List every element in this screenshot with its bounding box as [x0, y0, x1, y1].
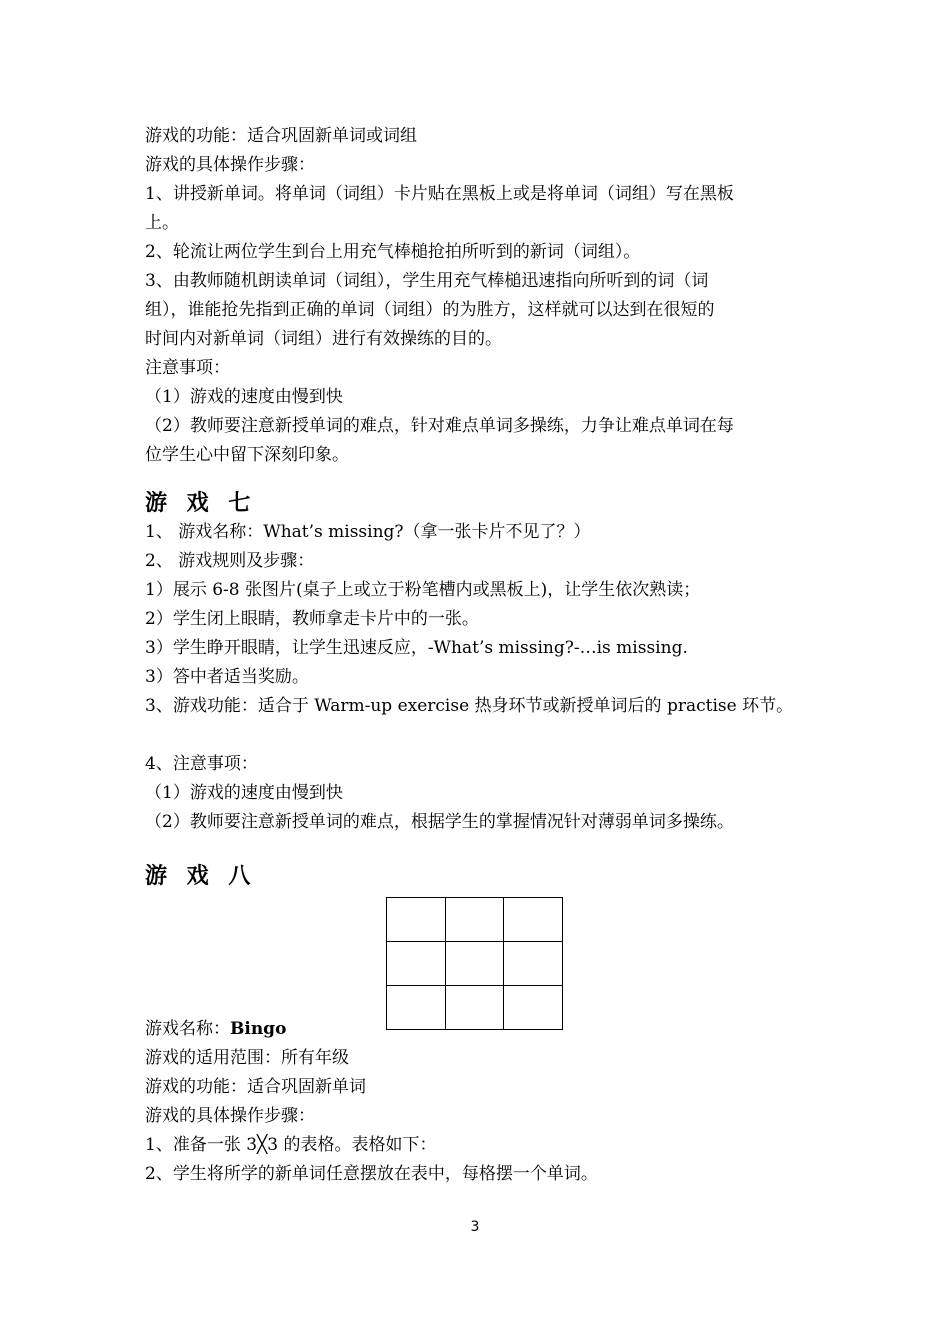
grid-cell	[387, 942, 446, 986]
text-line: 注意事项：	[145, 358, 230, 378]
game-seven-heading: 游 戏 七	[145, 490, 257, 516]
grid-cell	[504, 898, 563, 942]
text-line: 位学生心中留下深刻印象。	[145, 445, 349, 465]
bingo-grid	[386, 897, 563, 1030]
text-line: 3）学生睁开眼睛，让学生迅速反应，-What’s missing?-…is missing.	[145, 638, 688, 658]
text-line: 4、注意事项：	[145, 754, 258, 774]
text-line: 2、学生将所学的新单词任意摆放在表中，每格摆一个单词。	[145, 1164, 598, 1184]
grid-cell	[504, 986, 563, 1030]
grid-cell	[446, 986, 505, 1030]
text-line: 2）学生闭上眼睛，教师拿走卡片中的一张。	[145, 609, 479, 629]
grid-cell	[387, 898, 446, 942]
text-line: 游戏的具体操作步骤：	[145, 1106, 315, 1126]
text-line: 游戏的功能：适合巩固新单词或词组	[145, 126, 417, 146]
grid-cell	[446, 898, 505, 942]
text-line: 游戏的功能：适合巩固新单词	[145, 1077, 366, 1097]
text-line: 1）展示 6-8 张图片(桌子上或立于粉笔槽内或黑板上)，让学生依次熟读；	[145, 580, 701, 600]
text-line: 上。	[145, 213, 179, 233]
grid-cell	[446, 942, 505, 986]
text-line: 3、由教师随机朗读单词（词组），学生用充气棒槌迅速指向所听到的词（词	[145, 271, 709, 291]
page-number: 3	[470, 1219, 480, 1235]
text-line: （1）游戏的速度由慢到快	[145, 783, 343, 803]
game-seven-section	[145, 488, 815, 837]
text-line: 1、 游戏名称：What’s missing?（拿一张卡片不见了？）	[145, 522, 591, 542]
text-line: 游戏的适用范围：所有年级	[145, 1048, 349, 1068]
text-line: （2）教师要注意新授单词的难点，针对难点单词多操练，力争让难点单词在每	[145, 416, 734, 436]
text-line: 1、讲授新单词。将单词（词组）卡片贴在黑板上或是将单词（词组）写在黑板	[145, 184, 734, 204]
section-a	[145, 122, 815, 470]
text-line: （2）教师要注意新授单词的难点，根据学生的掌握情况针对薄弱单词多操练。	[145, 812, 734, 832]
text-line: 2、 游戏规则及步骤：	[145, 551, 315, 571]
grid-cell	[387, 986, 446, 1030]
text-line: 2、轮流让两位学生到台上用充气棒槌抢拍所听到的新词（词组）。	[145, 242, 641, 262]
text-line: 1、准备一张 3╳3 的表格。表格如下：	[145, 1135, 437, 1155]
text-line: 组），谁能抢先指到正确的单词（词组）的为胜方，这样就可以达到在很短的	[145, 300, 715, 320]
text-line: 游戏的具体操作步骤：	[145, 155, 315, 175]
text-line: （1）游戏的速度由慢到快	[145, 387, 343, 407]
blank-line	[145, 721, 815, 750]
game-name-label: 游戏名称：	[145, 1019, 230, 1039]
text-line: 3）答中者适当奖励。	[145, 667, 309, 687]
game-name-value: Bingo	[230, 1019, 287, 1039]
text-line: 3、游戏功能：适合于 Warm-up exercise 热身环节或新授单词后的 practise 环节。	[145, 696, 794, 716]
grid-cell	[504, 942, 563, 986]
text-line: 时间内对新单词（词组）进行有效操练的目的。	[145, 329, 502, 349]
game-eight-heading: 游 戏 八	[145, 863, 257, 889]
